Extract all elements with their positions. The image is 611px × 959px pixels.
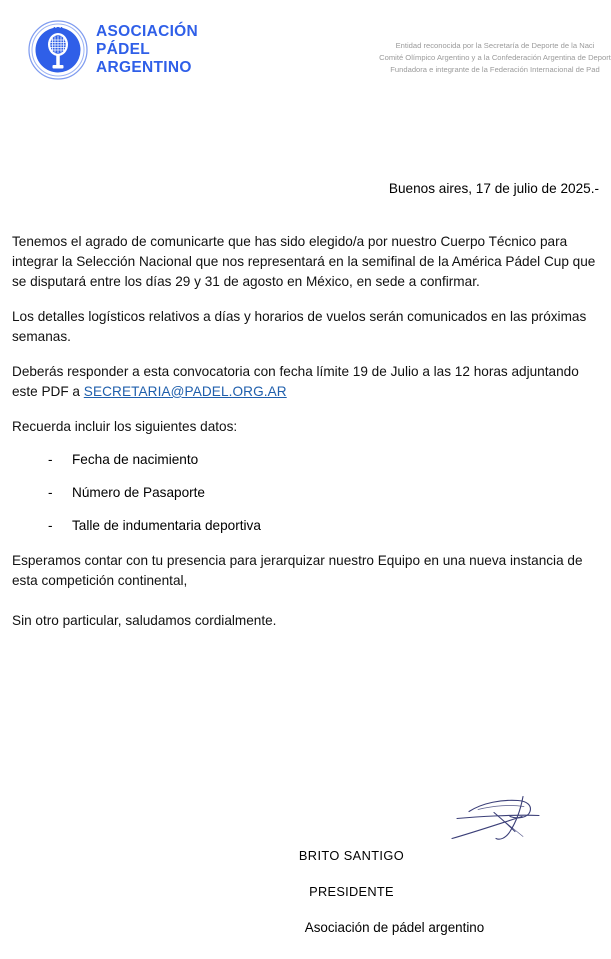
signature-block	[0, 790, 611, 935]
paragraph-spacer	[12, 591, 600, 611]
list-item	[48, 450, 600, 469]
list-item	[48, 516, 600, 535]
paragraph-farewell: Sin otro particular, saludamos cordialmente.	[12, 612, 277, 628]
apa-padel-racquet-logo	[28, 20, 88, 80]
list-item-label: Número de Pasaporte	[72, 484, 205, 500]
signatory-organization: Asociación de pádel argentino	[304, 920, 485, 935]
required-data-list	[12, 450, 600, 535]
recognition-line-3: Fundadora e integrante de la Federación Internacional de Pad	[390, 64, 600, 74]
list-intro: Recuerda incluir los siguientes datos:	[12, 418, 238, 434]
logo-word-2: PÁDEL	[96, 40, 151, 58]
list-bullet-dash: -	[48, 451, 53, 467]
paragraph-convocation: Tenemos el agrado de comunicarte que has sido elegido/a por nuestro Cuerpo Técnico para integrar la Selección Nacional que nos representará en la semifinal de la América Pádel Cup que se disputará entre los días 29 y 31 de agosto en México, en sede a confirmar.	[12, 234, 596, 289]
logo-word-1: ASOCIACIÓN	[96, 22, 199, 40]
logo-word-3: ARGENTINO	[96, 59, 192, 77]
organization-name	[96, 23, 198, 78]
handwritten-signature	[448, 790, 558, 846]
list-bullet-dash: -	[48, 517, 53, 533]
recognition-line-2: Comité Olímpico Argentino y a la Confederación Argentina de Deport	[379, 52, 611, 62]
paragraph-closing: Esperamos contar con tu presencia para jerarquizar nuestro Equipo en una nueva instancia de esta competición continental,	[12, 552, 583, 588]
deadline-text: Deberás responder a esta convocatoria con fecha límite 19 de Julio a las 12 horas adjuntando este PDF a	[12, 363, 579, 399]
list-item-label: Fecha de nacimiento	[72, 451, 199, 467]
list-item	[48, 483, 600, 502]
letterhead	[0, 0, 611, 110]
paragraph-deadline	[12, 362, 600, 402]
paragraph-logistics: Los detalles logísticos relativos a días y horarios de vuelos serán comunicados en las próximas semanas.	[12, 308, 587, 344]
secretaria-email-link[interactable]: SECRETARIA@PADEL.ORG.AR	[83, 383, 287, 399]
logo-inner-text: APA	[52, 27, 64, 33]
list-item-label: Talle de indumentaria deportiva	[72, 517, 261, 533]
recognition-line-1: Entidad reconocida por la Secretaría de Deporte de la Naci	[395, 41, 595, 50]
recognition-text	[330, 40, 611, 75]
list-bullet-dash: -	[48, 484, 53, 500]
date-line: Buenos aires, 17 de julio de 2025.-	[388, 181, 599, 196]
organization-logo	[28, 20, 198, 80]
signatory-role: PRESIDENTE	[309, 884, 394, 899]
letter-content	[12, 232, 600, 646]
signatory-name: BRITO SANTIGO	[298, 848, 405, 863]
